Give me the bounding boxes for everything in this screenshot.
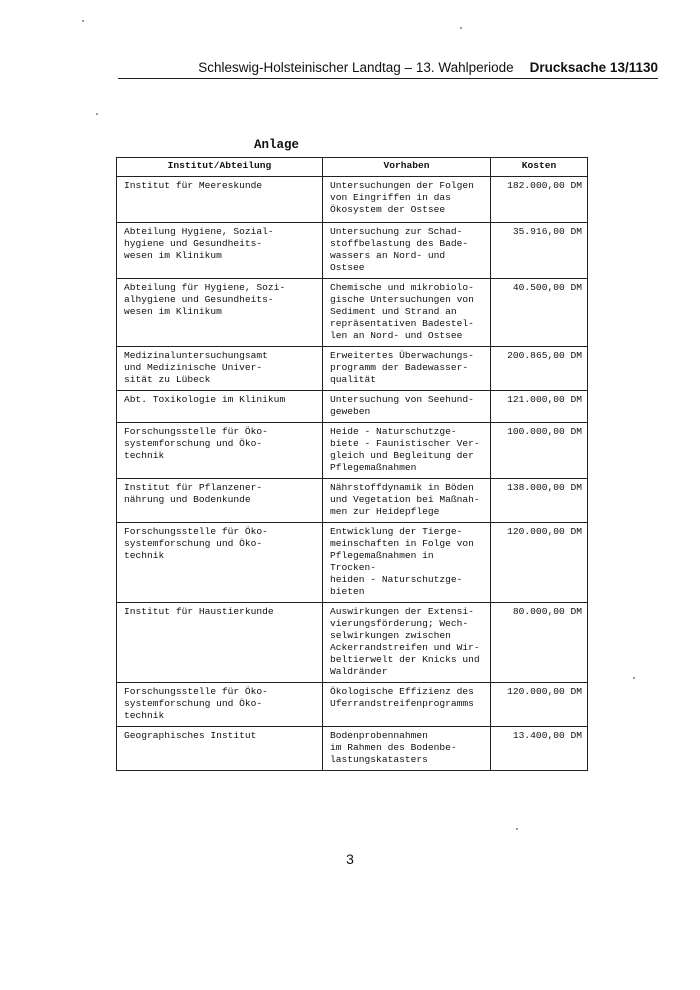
- table-row: [117, 523, 588, 603]
- cell-institut: Institut für Meereskunde: [117, 177, 323, 223]
- page-header: [118, 60, 658, 79]
- cell-vorhaben: Ökologische Effizienz des Uferrandstreifenprogramms: [323, 683, 491, 727]
- cell-kosten: 120.000,00 DM: [491, 523, 588, 603]
- cell-vorhaben: Nährstoffdynamik in Böden und Vegetation bei Maßnah- men zur Heidepflege: [323, 479, 491, 523]
- cell-vorhaben: Untersuchung zur Schad- stoffbelastung des Bade- wassers an Nord- und Ostsee: [323, 223, 491, 279]
- cell-kosten: 80.000,00 DM: [491, 603, 588, 683]
- cell-institut: Geographisches Institut: [117, 727, 323, 771]
- cell-vorhaben: Untersuchung von Seehund- geweben: [323, 391, 491, 423]
- appendix-heading: Anlage: [254, 138, 300, 152]
- table-row: [117, 423, 588, 479]
- cell-vorhaben: Entwicklung der Tierge- meinschaften in Folge von Pflegemaßnahmen in Trocken- heiden - Naturschutzge- bieten: [323, 523, 491, 603]
- table-row: [117, 683, 588, 727]
- cell-kosten: 13.400,00 DM: [491, 727, 588, 771]
- cell-kosten: 100.000,00 DM: [491, 423, 588, 479]
- header-title: Schleswig-Holsteinischer Landtag – 13. Wahlperiode: [198, 60, 514, 75]
- scan-speck: [460, 27, 462, 29]
- cell-vorhaben: Auswirkungen der Extensi- vierungsförderung; Wech- selwirkungen zwischen Ackerrandstreifen und Wir- beltierwelt der Knicks und Waldränder: [323, 603, 491, 683]
- table-row: [117, 603, 588, 683]
- table-row: [117, 177, 588, 223]
- cell-vorhaben: Chemische und mikrobiolo- gische Untersuchungen von Sediment und Strand an repräsentativen Badestel- len an Nord- und Ostsee: [323, 279, 491, 347]
- cell-institut: Medizinaluntersuchungsamt und Medizinische Univer- sität zu Lübeck: [117, 347, 323, 391]
- cell-kosten: 35.916,00 DM: [491, 223, 588, 279]
- cell-kosten: 40.500,00 DM: [491, 279, 588, 347]
- table-row: [117, 223, 588, 279]
- scan-speck: [633, 677, 635, 679]
- page-number: 3: [346, 851, 354, 867]
- cell-institut: Forschungsstelle für Öko- systemforschung und Öko- technik: [117, 423, 323, 479]
- column-header-kosten: Kosten: [491, 158, 588, 177]
- table-header-row: [117, 158, 588, 177]
- cell-vorhaben: Untersuchungen der Folgen von Eingriffen in das Ökosystem der Ostsee: [323, 177, 491, 223]
- column-header-institut: Institut/Abteilung: [117, 158, 323, 177]
- cell-vorhaben: Erweitertes Überwachungs- programm der Badewasser- qualität: [323, 347, 491, 391]
- document-number: Drucksache 13/1130: [529, 60, 658, 75]
- cell-institut: Forschungsstelle für Öko- systemforschung und Öko- technik: [117, 683, 323, 727]
- cell-institut: Abt. Toxikologie im Klinikum: [117, 391, 323, 423]
- cell-kosten: 182.000,00 DM: [491, 177, 588, 223]
- cell-kosten: 200.865,00 DM: [491, 347, 588, 391]
- cell-kosten: 138.000,00 DM: [491, 479, 588, 523]
- scan-speck: [96, 113, 98, 115]
- cell-kosten: 120.000,00 DM: [491, 683, 588, 727]
- cell-kosten: 121.000,00 DM: [491, 391, 588, 423]
- table-row: [117, 479, 588, 523]
- table-row: [117, 391, 588, 423]
- projects-table: [116, 157, 588, 771]
- table-row: [117, 347, 588, 391]
- cell-institut: Forschungsstelle für Öko- systemforschung und Öko- technik: [117, 523, 323, 603]
- scan-speck: [516, 828, 518, 830]
- cell-vorhaben: Bodenprobennahmen im Rahmen des Bodenbe- lastungskatasters: [323, 727, 491, 771]
- cell-vorhaben: Heide - Naturschutzge- biete - Faunistischer Ver- gleich und Begleitung der Pflegemaßnahmen: [323, 423, 491, 479]
- table-row: [117, 727, 588, 771]
- table-row: [117, 279, 588, 347]
- cell-institut: Abteilung Hygiene, Sozial- hygiene und Gesundheits- wesen im Klinikum: [117, 223, 323, 279]
- cell-institut: Institut für Pflanzener- nährung und Bodenkunde: [117, 479, 323, 523]
- scan-speck: [82, 20, 84, 22]
- cell-institut: Abteilung für Hygiene, Sozi- alhygiene und Gesundheits- wesen im Klinikum: [117, 279, 323, 347]
- column-header-vorhaben: Vorhaben: [323, 158, 491, 177]
- table-body: [117, 177, 588, 771]
- cell-institut: Institut für Haustierkunde: [117, 603, 323, 683]
